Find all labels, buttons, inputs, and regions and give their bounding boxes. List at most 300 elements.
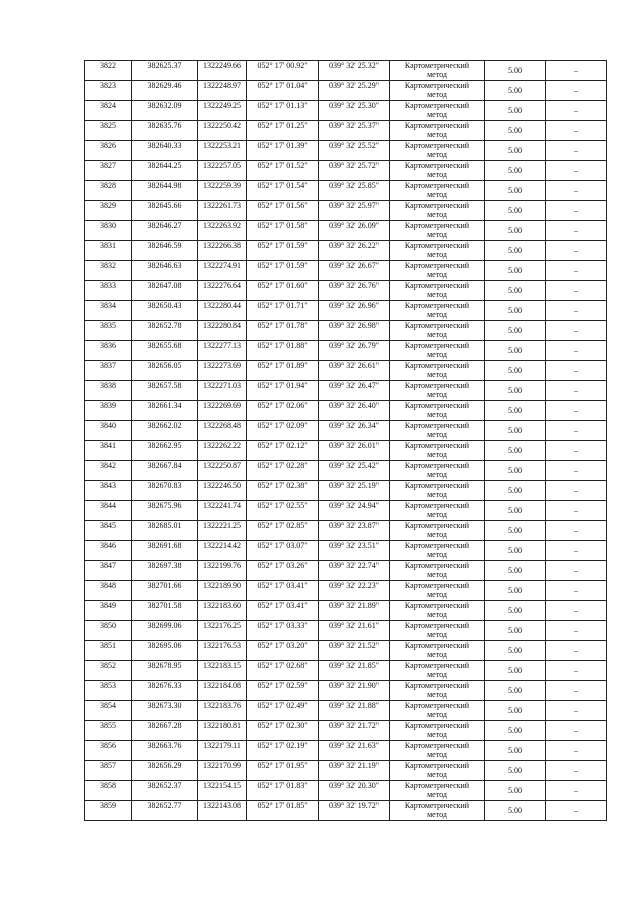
error-cell: 5.00 [485, 721, 546, 741]
longitude-cell: 039° 32' 21.72" [319, 721, 390, 741]
y-coordinate-cell: 1322263.92 [198, 221, 247, 241]
coordinates-table-body [85, 61, 607, 821]
method-line-2: метод [427, 210, 447, 219]
method-line-2: метод [427, 730, 447, 739]
x-coordinate-cell: 382656.05 [132, 361, 198, 381]
error-cell: 5.00 [485, 361, 546, 381]
error-cell: 5.00 [485, 641, 546, 661]
table-row [85, 701, 607, 721]
table-row [85, 741, 607, 761]
note-cell: – [546, 241, 607, 261]
y-coordinate-cell: 1322250.42 [198, 121, 247, 141]
point-number-cell: 3826 [85, 141, 132, 161]
error-cell: 5.00 [485, 281, 546, 301]
point-number-cell: 3840 [85, 421, 132, 441]
error-cell: 5.00 [485, 141, 546, 161]
method-cell [390, 481, 485, 501]
table-row [85, 181, 607, 201]
method-line-2: метод [427, 510, 447, 519]
latitude-cell: 052° 17' 02.49" [247, 701, 319, 721]
method-cell [390, 681, 485, 701]
method-line-1: Картометрический [404, 521, 470, 530]
x-coordinate-cell: 382662.95 [132, 441, 198, 461]
y-coordinate-cell: 1322246.50 [198, 481, 247, 501]
method-line-2: метод [427, 470, 447, 479]
method-cell [390, 241, 485, 261]
note-cell: – [546, 801, 607, 821]
point-number-cell: 3845 [85, 521, 132, 541]
method-line-2: метод [427, 490, 447, 499]
method-cell [390, 141, 485, 161]
error-cell: 5.00 [485, 441, 546, 461]
table-row [85, 641, 607, 661]
method-line-1: Картометрический [404, 801, 470, 810]
y-coordinate-cell: 1322273.69 [198, 361, 247, 381]
point-number-cell: 3851 [85, 641, 132, 661]
method-line-1: Картометрический [404, 721, 470, 730]
method-line-1: Картометрический [404, 141, 470, 150]
x-coordinate-cell: 382661.34 [132, 401, 198, 421]
method-line-2: метод [427, 410, 447, 419]
error-cell: 5.00 [485, 761, 546, 781]
longitude-cell: 039° 32' 26.96" [319, 301, 390, 321]
table-row [85, 61, 607, 81]
longitude-cell: 039° 32' 21.85" [319, 661, 390, 681]
latitude-cell: 052° 17' 02.30" [247, 721, 319, 741]
longitude-cell: 039° 32' 25.32" [319, 61, 390, 81]
note-cell: – [546, 561, 607, 581]
latitude-cell: 052° 17' 01.89" [247, 361, 319, 381]
x-coordinate-cell: 382656.29 [132, 761, 198, 781]
method-cell [390, 561, 485, 581]
point-number-cell: 3835 [85, 321, 132, 341]
latitude-cell: 052° 17' 03.33" [247, 621, 319, 641]
note-cell: – [546, 321, 607, 341]
method-line-1: Картометрический [404, 221, 470, 230]
method-cell [390, 421, 485, 441]
x-coordinate-cell: 382632.09 [132, 101, 198, 121]
method-line-2: метод [427, 290, 447, 299]
table-row [85, 121, 607, 141]
method-line-1: Картометрический [404, 61, 470, 70]
longitude-cell: 039° 32' 25.37" [319, 121, 390, 141]
note-cell: – [546, 621, 607, 641]
latitude-cell: 052° 17' 01.94" [247, 381, 319, 401]
point-number-cell: 3839 [85, 401, 132, 421]
method-line-1: Картометрический [404, 301, 470, 310]
y-coordinate-cell: 1322266.38 [198, 241, 247, 261]
method-line-2: метод [427, 630, 447, 639]
method-line-2: метод [427, 70, 447, 79]
table-row [85, 261, 607, 281]
y-coordinate-cell: 1322280.84 [198, 321, 247, 341]
method-line-1: Картометрический [404, 541, 470, 550]
method-line-2: метод [427, 110, 447, 119]
error-cell: 5.00 [485, 121, 546, 141]
latitude-cell: 052° 17' 02.19" [247, 741, 319, 761]
method-cell [390, 721, 485, 741]
latitude-cell: 052° 17' 01.58" [247, 221, 319, 241]
table-row [85, 561, 607, 581]
method-cell [390, 161, 485, 181]
method-line-2: метод [427, 350, 447, 359]
method-cell [390, 101, 485, 121]
error-cell: 5.00 [485, 101, 546, 121]
method-cell [390, 761, 485, 781]
note-cell: – [546, 481, 607, 501]
x-coordinate-cell: 382646.27 [132, 221, 198, 241]
method-line-2: метод [427, 450, 447, 459]
x-coordinate-cell: 382663.76 [132, 741, 198, 761]
note-cell: – [546, 221, 607, 241]
error-cell: 5.00 [485, 561, 546, 581]
longitude-cell: 039° 32' 23.87" [319, 521, 390, 541]
note-cell: – [546, 261, 607, 281]
table-row [85, 301, 607, 321]
longitude-cell: 039° 32' 25.97" [319, 201, 390, 221]
table-row [85, 541, 607, 561]
y-coordinate-cell: 1322271.03 [198, 381, 247, 401]
y-coordinate-cell: 1322249.25 [198, 101, 247, 121]
error-cell: 5.00 [485, 541, 546, 561]
point-number-cell: 3858 [85, 781, 132, 801]
y-coordinate-cell: 1322154.15 [198, 781, 247, 801]
error-cell: 5.00 [485, 421, 546, 441]
method-line-2: метод [427, 530, 447, 539]
y-coordinate-cell: 1322176.25 [198, 621, 247, 641]
point-number-cell: 3833 [85, 281, 132, 301]
method-cell [390, 361, 485, 381]
error-cell: 5.00 [485, 701, 546, 721]
method-line-1: Картометрический [404, 81, 470, 90]
latitude-cell: 052° 17' 01.04" [247, 81, 319, 101]
x-coordinate-cell: 382635.76 [132, 121, 198, 141]
y-coordinate-cell: 1322183.60 [198, 601, 247, 621]
method-line-2: метод [427, 150, 447, 159]
error-cell: 5.00 [485, 181, 546, 201]
latitude-cell: 052° 17' 03.41" [247, 601, 319, 621]
longitude-cell: 039° 32' 21.90" [319, 681, 390, 701]
method-line-2: метод [427, 330, 447, 339]
point-number-cell: 3847 [85, 561, 132, 581]
table-row [85, 321, 607, 341]
method-cell [390, 501, 485, 521]
point-number-cell: 3836 [85, 341, 132, 361]
y-coordinate-cell: 1322249.66 [198, 61, 247, 81]
table-row [85, 721, 607, 741]
point-number-cell: 3825 [85, 121, 132, 141]
point-number-cell: 3855 [85, 721, 132, 741]
y-coordinate-cell: 1322253.21 [198, 141, 247, 161]
table-row [85, 81, 607, 101]
method-line-1: Картометрический [404, 681, 470, 690]
method-cell [390, 621, 485, 641]
longitude-cell: 039° 32' 25.72" [319, 161, 390, 181]
coordinates-table [84, 60, 607, 821]
x-coordinate-cell: 382652.37 [132, 781, 198, 801]
method-line-2: метод [427, 750, 447, 759]
x-coordinate-cell: 382644.25 [132, 161, 198, 181]
y-coordinate-cell: 1322248.97 [198, 81, 247, 101]
method-line-1: Картометрический [404, 501, 470, 510]
y-coordinate-cell: 1322179.11 [198, 741, 247, 761]
error-cell: 5.00 [485, 261, 546, 281]
method-line-2: метод [427, 650, 447, 659]
error-cell: 5.00 [485, 401, 546, 421]
method-line-1: Картометрический [404, 641, 470, 650]
longitude-cell: 039° 32' 21.61" [319, 621, 390, 641]
note-cell: – [546, 461, 607, 481]
latitude-cell: 052° 17' 01.25" [247, 121, 319, 141]
table-row [85, 661, 607, 681]
error-cell: 5.00 [485, 661, 546, 681]
method-line-2: метод [427, 570, 447, 579]
x-coordinate-cell: 382629.46 [132, 81, 198, 101]
table-row [85, 441, 607, 461]
note-cell: – [546, 541, 607, 561]
longitude-cell: 039° 32' 26.40" [319, 401, 390, 421]
latitude-cell: 052° 17' 01.54" [247, 181, 319, 201]
x-coordinate-cell: 382647.08 [132, 281, 198, 301]
x-coordinate-cell: 382695.06 [132, 641, 198, 661]
method-line-1: Картометрический [404, 581, 470, 590]
latitude-cell: 052° 17' 01.78" [247, 321, 319, 341]
x-coordinate-cell: 382670.83 [132, 481, 198, 501]
x-coordinate-cell: 382691.68 [132, 541, 198, 561]
method-line-1: Картометрический [404, 561, 470, 570]
table-row [85, 381, 607, 401]
point-number-cell: 3853 [85, 681, 132, 701]
method-line-2: метод [427, 270, 447, 279]
error-cell: 5.00 [485, 81, 546, 101]
method-cell [390, 221, 485, 241]
method-cell [390, 201, 485, 221]
latitude-cell: 052° 17' 02.59" [247, 681, 319, 701]
latitude-cell: 052° 17' 02.09" [247, 421, 319, 441]
x-coordinate-cell: 382650.43 [132, 301, 198, 321]
point-number-cell: 3856 [85, 741, 132, 761]
x-coordinate-cell: 382701.58 [132, 601, 198, 621]
method-line-2: метод [427, 310, 447, 319]
y-coordinate-cell: 1322259.39 [198, 181, 247, 201]
method-line-1: Картометрический [404, 181, 470, 190]
point-number-cell: 3841 [85, 441, 132, 461]
error-cell: 5.00 [485, 741, 546, 761]
latitude-cell: 052° 17' 02.06" [247, 401, 319, 421]
latitude-cell: 052° 17' 02.55" [247, 501, 319, 521]
note-cell: – [546, 521, 607, 541]
table-row [85, 361, 607, 381]
y-coordinate-cell: 1322250.87 [198, 461, 247, 481]
method-line-2: метод [427, 610, 447, 619]
error-cell: 5.00 [485, 321, 546, 341]
latitude-cell: 052° 17' 01.88" [247, 341, 319, 361]
table-row [85, 681, 607, 701]
method-cell [390, 541, 485, 561]
note-cell: – [546, 381, 607, 401]
method-line-1: Картометрический [404, 321, 470, 330]
note-cell: – [546, 441, 607, 461]
longitude-cell: 039° 32' 26.22" [319, 241, 390, 261]
method-cell [390, 341, 485, 361]
point-number-cell: 3829 [85, 201, 132, 221]
method-cell [390, 121, 485, 141]
note-cell: – [546, 161, 607, 181]
longitude-cell: 039° 32' 25.85" [319, 181, 390, 201]
point-number-cell: 3857 [85, 761, 132, 781]
x-coordinate-cell: 382652.77 [132, 801, 198, 821]
method-line-1: Картометрический [404, 741, 470, 750]
note-cell: – [546, 201, 607, 221]
error-cell: 5.00 [485, 781, 546, 801]
longitude-cell: 039° 32' 25.42" [319, 461, 390, 481]
note-cell: – [546, 181, 607, 201]
method-line-1: Картометрический [404, 781, 470, 790]
table-row [85, 501, 607, 521]
method-line-2: метод [427, 250, 447, 259]
longitude-cell: 039° 32' 26.67" [319, 261, 390, 281]
method-line-2: метод [427, 810, 447, 819]
latitude-cell: 052° 17' 03.20" [247, 641, 319, 661]
error-cell: 5.00 [485, 241, 546, 261]
method-cell [390, 381, 485, 401]
table-row [85, 761, 607, 781]
x-coordinate-cell: 382701.66 [132, 581, 198, 601]
method-line-1: Картометрический [404, 101, 470, 110]
note-cell: – [546, 61, 607, 81]
table-row [85, 161, 607, 181]
point-number-cell: 3846 [85, 541, 132, 561]
note-cell: – [546, 601, 607, 621]
method-line-1: Картометрический [404, 361, 470, 370]
longitude-cell: 039° 32' 25.19" [319, 481, 390, 501]
note-cell: – [546, 281, 607, 301]
y-coordinate-cell: 1322280.44 [198, 301, 247, 321]
latitude-cell: 052° 17' 01.59" [247, 241, 319, 261]
point-number-cell: 3830 [85, 221, 132, 241]
note-cell: – [546, 141, 607, 161]
longitude-cell: 039° 32' 26.79" [319, 341, 390, 361]
error-cell: 5.00 [485, 601, 546, 621]
method-cell [390, 461, 485, 481]
longitude-cell: 039° 32' 25.29" [319, 81, 390, 101]
y-coordinate-cell: 1322214.42 [198, 541, 247, 561]
point-number-cell: 3852 [85, 661, 132, 681]
latitude-cell: 052° 17' 02.68" [247, 661, 319, 681]
point-number-cell: 3854 [85, 701, 132, 721]
table-row [85, 141, 607, 161]
table-row [85, 601, 607, 621]
y-coordinate-cell: 1322268.48 [198, 421, 247, 441]
longitude-cell: 039° 32' 20.30" [319, 781, 390, 801]
error-cell: 5.00 [485, 481, 546, 501]
method-line-2: метод [427, 550, 447, 559]
point-number-cell: 3822 [85, 61, 132, 81]
latitude-cell: 052° 17' 01.39" [247, 141, 319, 161]
method-line-1: Картометрический [404, 761, 470, 770]
method-line-1: Картометрический [404, 381, 470, 390]
point-number-cell: 3837 [85, 361, 132, 381]
error-cell: 5.00 [485, 581, 546, 601]
x-coordinate-cell: 382673.30 [132, 701, 198, 721]
x-coordinate-cell: 382646.59 [132, 241, 198, 261]
error-cell: 5.00 [485, 621, 546, 641]
point-number-cell: 3827 [85, 161, 132, 181]
latitude-cell: 052° 17' 03.26" [247, 561, 319, 581]
x-coordinate-cell: 382676.33 [132, 681, 198, 701]
longitude-cell: 039° 32' 21.19" [319, 761, 390, 781]
y-coordinate-cell: 1322241.74 [198, 501, 247, 521]
note-cell: – [546, 781, 607, 801]
y-coordinate-cell: 1322176.53 [198, 641, 247, 661]
point-number-cell: 3843 [85, 481, 132, 501]
latitude-cell: 052° 17' 02.85" [247, 521, 319, 541]
method-line-2: метод [427, 130, 447, 139]
note-cell: – [546, 301, 607, 321]
longitude-cell: 039° 32' 26.01" [319, 441, 390, 461]
longitude-cell: 039° 32' 21.63" [319, 741, 390, 761]
longitude-cell: 039° 32' 21.52" [319, 641, 390, 661]
point-number-cell: 3850 [85, 621, 132, 641]
method-cell [390, 281, 485, 301]
method-line-1: Картометрический [404, 421, 470, 430]
table-row [85, 341, 607, 361]
y-coordinate-cell: 1322276.64 [198, 281, 247, 301]
point-number-cell: 3848 [85, 581, 132, 601]
error-cell: 5.00 [485, 801, 546, 821]
table-row [85, 241, 607, 261]
x-coordinate-cell: 382685.01 [132, 521, 198, 541]
method-line-1: Картометрический [404, 461, 470, 470]
note-cell: – [546, 501, 607, 521]
x-coordinate-cell: 382640.33 [132, 141, 198, 161]
method-cell [390, 401, 485, 421]
latitude-cell: 052° 17' 02.28" [247, 461, 319, 481]
note-cell: – [546, 121, 607, 141]
method-cell [390, 301, 485, 321]
error-cell: 5.00 [485, 341, 546, 361]
table-row [85, 221, 607, 241]
method-line-2: метод [427, 390, 447, 399]
note-cell: – [546, 581, 607, 601]
x-coordinate-cell: 382625.37 [132, 61, 198, 81]
note-cell: – [546, 361, 607, 381]
longitude-cell: 039° 32' 22.74" [319, 561, 390, 581]
method-line-1: Картометрический [404, 621, 470, 630]
method-line-1: Картометрический [404, 601, 470, 610]
note-cell: – [546, 421, 607, 441]
note-cell: – [546, 701, 607, 721]
longitude-cell: 039° 32' 26.47" [319, 381, 390, 401]
latitude-cell: 052° 17' 01.56" [247, 201, 319, 221]
table-row [85, 621, 607, 641]
method-line-1: Картометрический [404, 201, 470, 210]
method-line-1: Картометрический [404, 121, 470, 130]
x-coordinate-cell: 382697.38 [132, 561, 198, 581]
point-number-cell: 3823 [85, 81, 132, 101]
method-cell [390, 661, 485, 681]
error-cell: 5.00 [485, 301, 546, 321]
error-cell: 5.00 [485, 681, 546, 701]
point-number-cell: 3824 [85, 101, 132, 121]
point-number-cell: 3834 [85, 301, 132, 321]
error-cell: 5.00 [485, 61, 546, 81]
method-cell [390, 441, 485, 461]
y-coordinate-cell: 1322199.76 [198, 561, 247, 581]
method-line-1: Картометрический [404, 281, 470, 290]
note-cell: – [546, 341, 607, 361]
y-coordinate-cell: 1322184.08 [198, 681, 247, 701]
